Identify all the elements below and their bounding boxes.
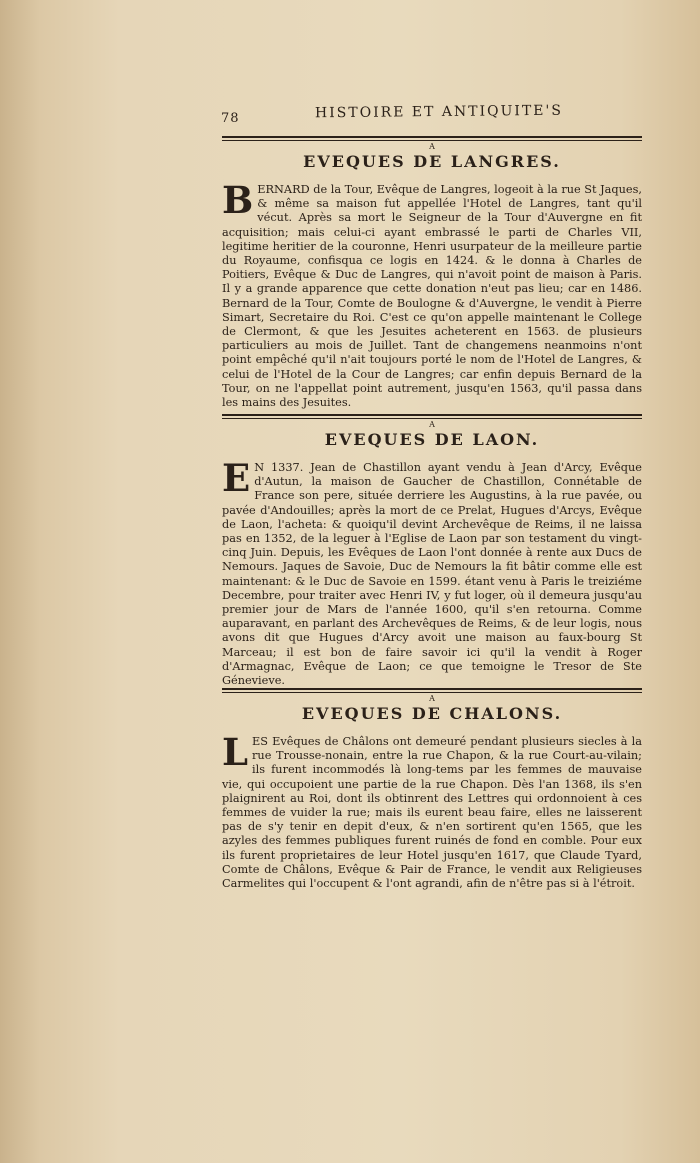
- section-accent: A: [429, 142, 435, 151]
- page-header: [215, 104, 640, 130]
- section-accent: A: [429, 694, 435, 703]
- section-laon: [222, 414, 642, 688]
- section-title: EVEQUES DE CHALONS.: [301, 704, 563, 723]
- running-title: HISTOIRE ET ANTIQUITE'S: [314, 102, 564, 122]
- section-text: ES Evêques de Châlons ont demeuré pendant plusieurs siecles à la rue Trousse-nonain, entre la rue Chapon, & la rue Court-au-vilain; ils furent incommodés là long-tems par les femmes de mauvaise vie, qui occupoient une partie de la rue Chapon. Dès l'an 1368, ils s'en plaignirent au Roi, dont ils obtinrent des Lettres qui ordonnoient à ces femmes de vuider la rue; mais ils eurent beau faire, elles ne laisserent pas de s'y tenir en depit d'eux, & n'en sortirent qu'en 1565, que les azyles des femmes publiques furent ruinés de fond en comble. Pour eux ils furent proprietaires de leur Hotel jusqu'en 1617, que Claude Tyard, Comte de Châlons, Evêque & Pair de France, le vendit aux Religieuses Carmelites qui l'occupent & l'ont agrandi, afin de n'être pas si à l'étroit.: [222, 735, 642, 891]
- section-langres: [222, 136, 642, 410]
- section-text: N 1337. Jean de Chastillon ayant vendu à Jean d'Arcy, Evêque d'Autun, la maison de Gaucher de Chastillon, Connétable de France son pere, située derriere les Augustins, à la rue pavée, ou pavée d'Andouilles; après la mort de ce Prelat, Hugues d'Arcys, Evêque de Laon, l'acheta: & quoiqu'il devint Archevêque de Reims, il ne laissa pas en 1352, de la leguer à l'Eglise de Laon par son testament du vingt-cinq Juin. Depuis, les Evêques de Laon l'ont donnée à rente aux Ducs de Nemours. Jaques de Savoie, Duc de Nemours la fit bâtir comme elle est maintenant: & le Duc de Savoie en 1599. étant venu à Paris le treiziéme Decembre, pour traiter avec Henri IV, y fut loger, où il demeura jusqu'au premier jour de Mars de l'année 1600, qu'il s'en retourna. Comme auparavant, en parlant des Archevêques de Reims, & de leur logis, nous avons dit que Hugues d'Arcy avoit une maison au faux-bourg St Marceau; il est bon de faire savoir ici qu'il la vendit à Roger d'Armagnac, Evêque de Laon; ce que temoigne le Tresor de Ste Génevieve.: [222, 461, 642, 688]
- section-body: [222, 730, 642, 891]
- section-title: EVEQUES DE LANGRES.: [303, 152, 561, 171]
- section-rule: [222, 688, 642, 693]
- section-rule: [222, 414, 642, 419]
- section-rule: [222, 136, 642, 141]
- section-text: ERNARD de la Tour, Evêque de Langres, logeoit à la rue St Jaques, & même sa maison fut appellée l'Hotel de Langres, tant qu'il vécut. Après sa mort le Seigneur de la Tour d'Auvergne en fit acquisition; mais celui-ci ayant embrassé le parti de Charles VII, legitime heritier de la couronne, Henri usurpateur de la meilleure partie du Royaume, confisqua ce logis en 1424. & le donna à Charles de Poitiers, Evêque & Duc de Langres, qui n'avoit point de maison à Paris. Il y a grande apparence que cette donation n'eut pas lieu; car en 1486. Bernard de la Tour, Comte de Boulogne & d'Auvergne, le vendit à Pierre Simart, Secretaire du Roi. C'est ce qu'on appelle maintenant le College de Clermont, & que les Jesuites acheterent en 1563. de plusieurs particuliers au mois de Juillet. Tant de changemens neanmoins n'ont point empêché qu'il n'ait toujours porté le nom de l'Hotel de Langres, & celui de l'Hotel de la Cour de Langres; car enfin depuis Bernard de la Tour, on ne l'appellat point autrement, jusqu'en 1563, qu'il passa dans les mains des Jesuites.: [222, 183, 642, 410]
- drop-cap: E: [222, 456, 251, 500]
- section-body: [222, 178, 642, 410]
- section-accent: A: [429, 420, 435, 429]
- drop-cap: L: [222, 730, 249, 774]
- section-chalons: [222, 688, 642, 891]
- section-title: EVEQUES DE LAON.: [324, 430, 540, 449]
- page-number: 78: [221, 111, 240, 126]
- section-body: [222, 456, 642, 688]
- drop-cap: B: [222, 178, 254, 222]
